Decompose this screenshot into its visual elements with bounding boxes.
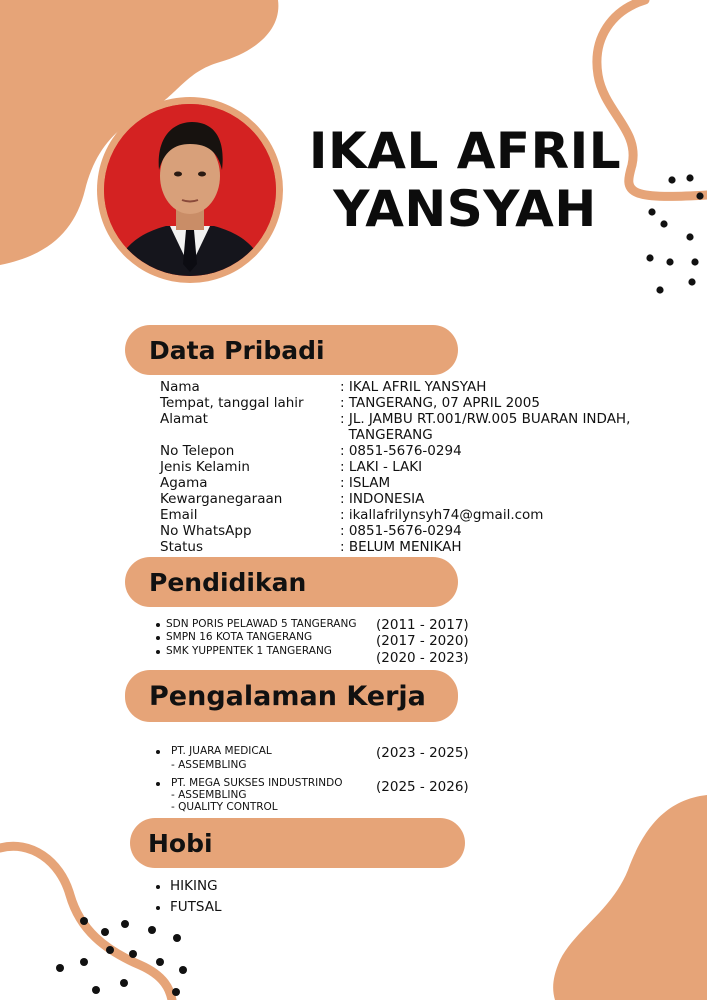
education-years: (2011 - 2017) [376, 617, 469, 633]
work-company: PT. JUARA MEDICAL [171, 745, 272, 757]
row-label: Kewarganegaraan [160, 491, 283, 507]
full-name [300, 122, 630, 238]
section-header-personal: Data Pribadi [125, 325, 458, 375]
work-company: PT. MEGA SUKSES INDUSTRINDO [171, 777, 343, 789]
row-value: TANGERANG [340, 427, 433, 443]
bullet-icon [156, 650, 160, 654]
bullet-icon [156, 782, 160, 786]
row-label: No Telepon [160, 443, 235, 459]
work-role: - ASSEMBLING [171, 759, 247, 771]
profile-photo-frame [97, 97, 283, 283]
row-value: : JL. JAMBU RT.001/RW.005 BUARAN INDAH, [340, 411, 631, 427]
row-value: : ikallafrilynsyh74@gmail.com [340, 507, 544, 523]
person-illustration [104, 104, 276, 276]
row-label: Agama [160, 475, 208, 491]
row-label: Jenis Kelamin [160, 459, 250, 475]
bullet-icon [156, 750, 160, 754]
row-value: : IKAL AFRIL YANSYAH [340, 379, 487, 395]
row-label: Nama [160, 379, 200, 395]
work-years: (2023 - 2025) [376, 745, 469, 761]
bullet-icon [156, 885, 160, 889]
name-line-2: YANSYAH [333, 180, 597, 238]
work-role: - QUALITY CONTROL [171, 801, 278, 813]
row-value: : 0851-5676-0294 [340, 443, 462, 459]
education-years: (2020 - 2023) [376, 650, 469, 666]
bullet-icon [156, 906, 160, 910]
row-label: Status [160, 539, 204, 555]
work-role: - ASSEMBLING [171, 789, 247, 801]
row-label: No WhatsApp [160, 523, 252, 539]
row-value: : INDONESIA [340, 491, 425, 507]
education-school: SMPN 16 KOTA TANGERANG [166, 631, 313, 643]
education-school: SMK YUPPENTEK 1 TANGERANG [166, 645, 332, 657]
row-value: : ISLAM [340, 475, 391, 491]
row-label: Alamat [160, 411, 208, 427]
hobby-item: FUTSAL [170, 899, 222, 915]
row-value: : BELUM MENIKAH [340, 539, 462, 555]
bullet-icon [156, 623, 160, 627]
row-value: : TANGERANG, 07 APRIL 2005 [340, 395, 540, 411]
work-years: (2025 - 2026) [376, 779, 469, 795]
row-value: : 0851-5676-0294 [340, 523, 462, 539]
profile-photo [104, 104, 276, 276]
education-school: SDN PORIS PELAWAD 5 TANGERANG [166, 618, 357, 630]
row-label: Tempat, tanggal lahir [160, 395, 304, 411]
row-value: : LAKI - LAKI [340, 459, 423, 475]
row-label: Email [160, 507, 198, 523]
education-years: (2017 - 2020) [376, 633, 469, 649]
name-line-1: IKAL AFRIL [308, 122, 622, 180]
hobby-item: HIKING [170, 878, 218, 894]
section-header-work: Pengalaman Kerja [125, 670, 458, 722]
bullet-icon [156, 636, 160, 640]
section-header-hobby: Hobi [130, 818, 465, 868]
section-header-education: Pendidikan [125, 557, 458, 607]
bottom-right-blob [553, 795, 707, 1000]
